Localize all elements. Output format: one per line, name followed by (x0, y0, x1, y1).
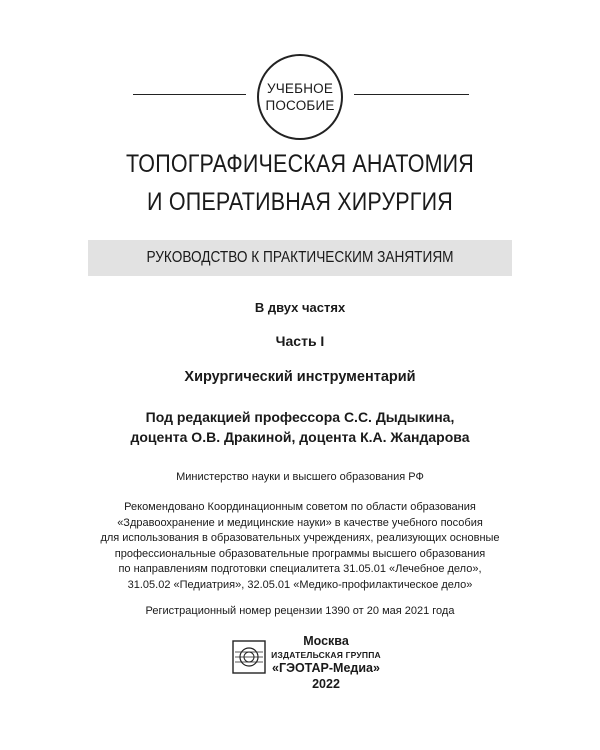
publisher-group: ИЗДАТЕЛЬСКАЯ ГРУППА (271, 650, 381, 660)
recommendation-block (0, 500, 600, 593)
part-number: Часть I (275, 333, 325, 349)
parts-note: В двух частях (254, 300, 346, 315)
part-title: Хирургический инструментарий (184, 369, 416, 385)
badge-line-1: УЧЕБНОЕ (266, 81, 334, 96)
book-title-line-1: ТОПОГРАФИЧЕСКАЯ АНАТОМИЯ (125, 150, 475, 178)
book-title-line-2: И ОПЕРАТИВНАЯ ХИРУРГИЯ (147, 188, 453, 216)
registration-note: Регистрационный номер рецензии 1390 от 20 мая 2021 года (145, 605, 455, 617)
subtitle: РУКОВОДСТВО К ПРАКТИЧЕСКИМ ЗАНЯТИЯМ (146, 249, 454, 266)
editors-line-1: Под редакцией профессора С.С. Дыдыкина, (145, 409, 455, 425)
publisher-city: Москва (303, 634, 349, 648)
recommendation-line: для использования в образовательных учреждениях, реализующих основные (100, 532, 500, 544)
recommendation-line: «Здравоохранение и медицинские науки» в качестве учебного пособия (117, 516, 483, 529)
recommendation-line: профессиональные образовательные программы высшего образования (114, 547, 486, 560)
recommendation-line: Рекомендовано Координационным советом по области образования (124, 501, 476, 513)
recommendation-line: 31.05.02 «Педиатрия», 32.05.01 «Медико-профилактическое дело» (127, 578, 473, 591)
recommendation-line: по направлениям подготовки специалитета 31.05.01 «Лечебное дело», (118, 563, 482, 575)
publisher-name: «ГЭОТАР-Медиа» (272, 661, 380, 675)
publisher-logo-icon (232, 640, 266, 674)
textbook-badge (257, 54, 343, 140)
header-rule-right (354, 94, 469, 95)
ministry-note: Министерство науки и высшего образования РФ (176, 471, 424, 483)
header-rule-left (133, 94, 246, 95)
publisher-year: 2022 (312, 677, 340, 691)
editors-line-2: доцента О.В. Дракиной, доцента К.А. Жандарова (130, 429, 470, 445)
badge-line-2: ПОСОБИЕ (265, 98, 335, 113)
